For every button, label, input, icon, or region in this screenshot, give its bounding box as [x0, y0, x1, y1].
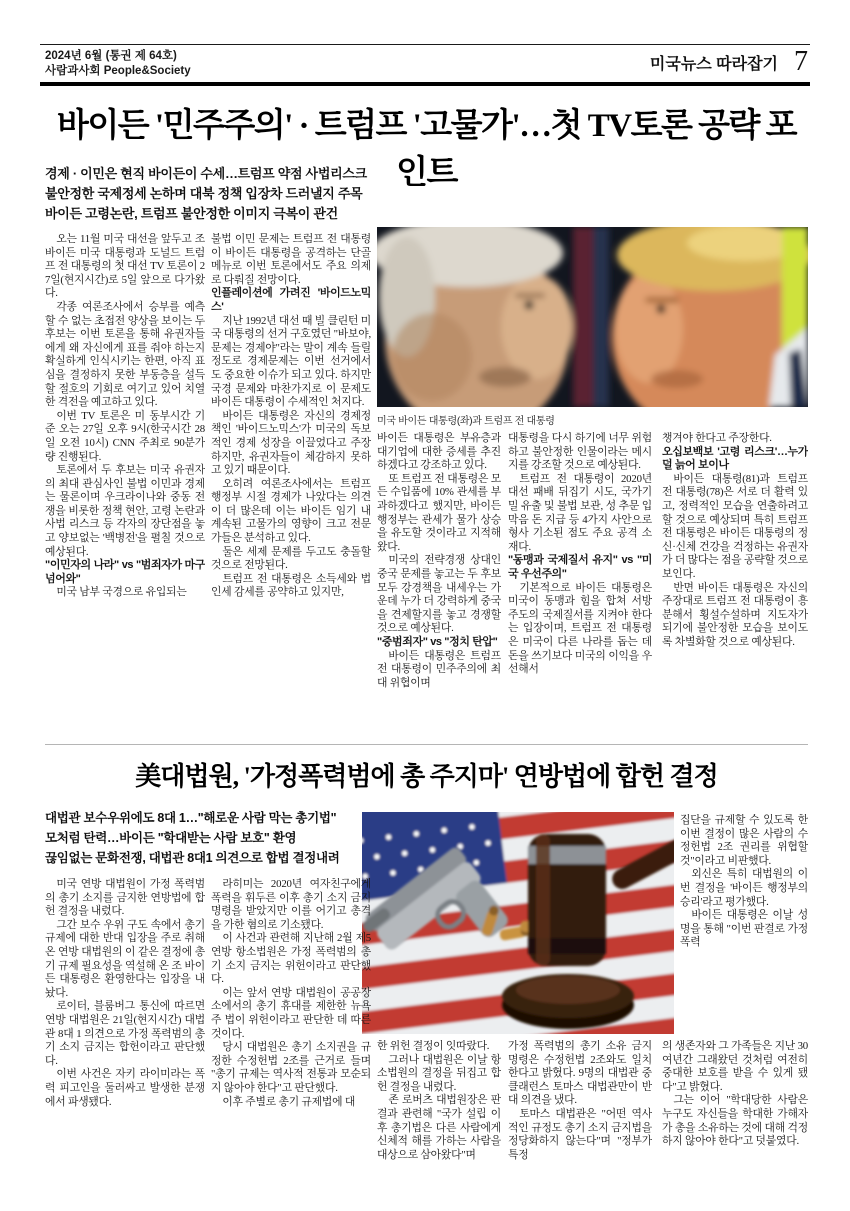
paragraph: 각종 여론조사에서 승부를 예측할 수 없는 초접전 양상을 보이는 두 후보는 이번 토론을 통해 유권자들에게 왜 자신에게 표를 줘야 하는지 확실하게 인식시키는 한편, 아직 표심을 결정하지 못한 부동층을 설득할 절호의 기회로 여기고 있어 치열한 격전을 예고하고 있다. — [45, 300, 205, 409]
subhead-line: 바이든 고령논란, 트럼프 불안정한 이미지 극복이 관건 — [45, 206, 338, 221]
paragraph: 이번 TV 토론은 미 동부시간 기준 오는 27일 오후 9시(한국시간 28일 오전 10시) CNN 주최로 90분가량 진행된다. — [45, 409, 205, 463]
crosshead: "중범죄자" vs "정치 탄압" — [377, 635, 498, 648]
paragraph: 그는 이어 "학대당한 사람은 누구도 자신들을 학대한 가해자가 총을 소유하는 것에 대해 걱정하지 않아야 한다"고 덧붙였다. — [662, 1094, 808, 1148]
subhead-line: 끊임없는 문화전쟁, 대법관 8대1 의견으로 합법 결정내려 — [45, 851, 340, 865]
paragraph: 불법 이민 문제는 트럼프 전 대통령이 바이든 대통령을 공격하는 단골 메뉴로 이번 토론에서도 주요 의제로 다뤄질 전망이다. — [211, 233, 371, 286]
paragraph: 가정 폭력범의 총기 소유 금지 명령은 수정헌법 2조와도 일치한다고 밝혔다. 9명의 대법관 중 클래런스 토마스 대법관만이 반대 의견을 냈다. — [508, 1040, 652, 1107]
article-divider — [45, 744, 808, 745]
article1-column-4 — [508, 432, 652, 738]
article1-column-2 — [211, 233, 371, 739]
paragraph: 트럼프 전 대통령이 2020년 대선 패배 뒤집기 시도, 국가기밀 유출 및 불법 보관, 성 추문 입막음 돈 지급 등 4가지 사안으로 형사 기소된 점도 주요 공격 소재다. — [508, 472, 652, 553]
subhead-line: 모처럼 탄력…바이든 "학대받는 사람 보호" 환영 — [45, 831, 297, 845]
paragraph: 이후 주별로 총기 규제법에 대 — [222, 1095, 356, 1108]
article2-column-5-bottom — [662, 1040, 808, 1170]
article1-column-1 — [45, 233, 205, 739]
paragraph: 외신은 특히 대법원의 이번 결정을 '바이든 행정부의 승리'라고 평가했다. — [680, 868, 808, 908]
article2-column-5-side — [680, 814, 808, 1038]
biden-trump-photo — [377, 227, 808, 407]
paragraph: 바이든 대통령은 자신의 경제정책인 '바이드노믹스'가 미국의 독보적인 경제 성장을 이끌었다고 주장하지만, 유권자들이 체감하지 못하고 있기 때문이다. — [211, 409, 371, 477]
gavel-flag-photo-graphic — [362, 812, 674, 1034]
paragraph: 그간 보수 우위 구도 속에서 총기 규제에 대한 반대 입장을 주로 취해온 연방 대법원의 이 같은 결정에 총기 규제 필요성을 역설해 온 조 바이든 대통령은 환영한다는 입장을 내놨다. — [45, 918, 205, 999]
paragraph: 이 사건과 관련해 지난해 2월 제5연방 항소법원은 가정 폭력범의 총기 소지 금지는 위헌이라고 판단했다. — [211, 932, 371, 986]
paragraph: 둘은 세제 문제를 두고도 충돌할 것으로 전망된다. — [211, 545, 371, 572]
paragraph: 챙겨야 한다고 주장한다. — [662, 432, 772, 444]
gavel-flag-photo — [362, 812, 674, 1034]
paragraph: 집단을 규제할 수 있도록 한 이번 결정이 많은 사람의 수정헌법 2조 권리를 위협할 것"이라고 비판했다. — [680, 814, 808, 867]
paragraph: 토론에서 두 후보는 미국 유권자의 최대 관심사인 불법 이민과 경제는 물론이며 우크라이나와 중동 전쟁을 비롯한 정책 현안, 고령 논란과 사법 리스크 등 각자의 장단점을 놓고 양보없는 '백병전'을 펼칠 것으로 예상된다. — [45, 464, 205, 558]
paragraph: 그러나 대법원은 이날 항소법원의 결정을 뒤집고 합헌 결정을 내렸다. — [377, 1053, 501, 1093]
article2-column-2 — [211, 878, 371, 1170]
subhead-line: 대법관 보수우위에도 8대 1…"해로운 사람 막는 총기법" — [45, 811, 337, 825]
article1-column-5 — [662, 432, 808, 738]
article2-column-4 — [508, 1040, 652, 1170]
paragraph: 미국 남부 국경으로 유입되는 — [56, 586, 187, 599]
masthead-left — [45, 49, 191, 79]
paragraph: 바이든 대통령은 트럼프 전 대통령이 민주주의에 최대 위협이며 — [377, 649, 501, 689]
paragraph: 오는 11월 미국 대선을 앞두고 조 바이든 미국 대통령과 도널드 트럼프 전 대통령의 첫 대선 TV 토론이 27일(현지시간)로 5일 앞으로 다가왔다. — [45, 233, 205, 300]
paragraph: 바이든 대통령은 부유층과 대기업에 대한 증세를 추진하겠다고 강조하고 있다. — [377, 432, 501, 472]
article1-headline: 바이든 '민주주의' · 트럼프 '고물가'…첫 TV토론 공략 포인트 — [57, 108, 796, 191]
flag-backdrop — [573, 227, 609, 407]
masthead-right — [650, 46, 808, 78]
crosshead: 인플레이션에 가려진 '바이드노믹스' — [211, 287, 371, 313]
paragraph: 이는 앞서 연방 대법원이 공공장소에서의 총기 휴대를 제한한 뉴욕주 법이 위헌이라고 판단한 데 따른 것이다. — [211, 986, 371, 1040]
crosshead: "이민자의 나라" vs "범죄자가 마구 넘어와" — [45, 559, 205, 585]
masthead-top-rule — [40, 44, 810, 45]
publication-name: 사람과사회 People&Society — [45, 65, 191, 77]
paragraph: 기본적으로 바이든 대통령은 미국이 동맹과 힘을 합쳐 서방 주도의 국제질서를 지켜야 한다는 입장이며, 트럼프 전 대통령은 미국이 다른 나라를 돕는 데 돈을 쓰기보다 미국의 이익을 우선해서 — [508, 581, 652, 676]
article1-photo-caption: 미국 바이든 대통령(좌)과 트럼프 전 대통령 — [377, 416, 555, 427]
article2-column-3 — [377, 1040, 501, 1170]
paragraph: 반면 바이든 대통령은 자신의 주장대로 트럼프 전 대통령이 흥분해서 횡설수설하며 지도자가 되기에 불안정한 모습을 보이도록 차별화할 것으로 예상된다. — [662, 581, 808, 648]
crosshead: 오십보백보 '고령 리스크'…누가 덜 늙어 보이나 — [662, 445, 808, 472]
article2-headline: 美대법원, '가정폭력범에 총 주지마' 연방법에 합헌 결정 — [135, 762, 718, 791]
paragraph: 이번 사건은 자키 라이미라는 폭력 피고인을 둘러싸고 발생한 분쟁에서 파생됐다. — [45, 1068, 205, 1108]
paragraph: 또 트럼프 전 대통령은 모든 수입품에 10% 관세를 부과하겠다고 했지만, 바이든 행정부는 관세가 물가 상승을 유도할 것이라고 지적해왔다. — [377, 472, 501, 553]
subhead-line: 불안정한 국제정세 논하며 대북 정책 입장차 드러낼지 주목 — [45, 186, 363, 201]
subhead-line: 경제 · 이민은 현직 바이든이 수세…트럼프 약점 사법리스크 — [45, 166, 367, 181]
paragraph: 지난 1992년 대선 때 빌 클린턴 미국 대통령의 선거 구호였던 "바보야, 문제는 경제야"라는 말이 계속 들릴 정도로 경제문제는 이번 선거에서도 중요한 이슈가 되고 있다. 하지만 국경 문제와 마찬가지로 이 문제도 바이든 대통령이 수세적인 처지다. — [211, 314, 371, 409]
masthead-bottom-rule — [40, 82, 810, 86]
article2-subhead — [45, 808, 365, 868]
paragraph: 당시 대법원은 총기 소지권을 규정한 수정헌법 2조를 근거로 들며 "총기 규제는 역사적 전통과 모순되지 않아야 한다"고 판단했다. — [211, 1041, 371, 1094]
paragraph: 바이든 대통령은 이날 성명을 통해 "이번 판결로 가정 폭력 — [680, 909, 808, 949]
crosshead: "동맹과 국제질서 유지" vs "미국 우선주의" — [508, 554, 652, 580]
paragraph: 트럼프 전 대통령은 소득세와 법인세 감세를 공약하고 있지만, — [211, 572, 371, 599]
section-title: 미국뉴스 따라잡기 — [649, 55, 778, 73]
paragraph: 한 위헌 결정이 잇따랐다. — [377, 1040, 490, 1052]
paragraph: 라히미는 2020년 여자친구에게 폭력을 휘두른 이후 총기 소지 금지 명령을 받았지만 이를 어기고 총격을 가한 혐의로 기소됐다. — [211, 878, 371, 931]
biden-portrait — [377, 227, 573, 407]
article1-column-3 — [377, 432, 501, 738]
article2-column-1 — [45, 878, 205, 1170]
paragraph: 대통령을 다시 하기에 너무 위험하고 불안정한 인물이라는 메시지를 강조할 것으로 예상된다. — [508, 432, 652, 472]
paragraph: 미국 연방 대법원이 가정 폭력범의 총기 소지를 금지한 연방법에 합헌 결정을 내렸다. — [45, 878, 205, 918]
page-number: 7 — [794, 46, 808, 77]
issue-line: 2024년 6월 (통권 제 64호) — [45, 50, 177, 62]
paragraph: 로이터, 블룸버그 통신에 따르면 연방 대법원은 21일(현지시간) 대법관 8대 1 의견으로 가정 폭력범의 총기 소지 금지는 합헌이라고 판단했다. — [45, 1000, 205, 1067]
paragraph: 바이든 대통령(81)과 트럼프 전 대통령(78)은 서로 더 활력 있고, 정력적인 모습을 연출하려고 할 것으로 예상되며 특히 트럼프 전 대통령은 바이든 대통령의 정신·신체 건강을 걱정하는 유권자가 더 많다는 점을 공략할 것으로 보인다. — [662, 472, 808, 580]
paragraph: 의 생존자와 그 가족들은 지난 30여년간 그래왔던 것처럼 여전히 중대한 보호를 받을 수 있게 됐다"고 밝혔다. — [662, 1040, 808, 1093]
paragraph: 오히려 여론조사에서는 트럼프 행정부 시절 경제가 나았다는 의견이 더 많은데 이는 바이든 임기 내 계속된 고물가의 영향이 크고 전문가들은 분석하고 있다. — [211, 477, 371, 545]
paragraph: 존 로버츠 대법원장은 판결과 관련해 "국가 설립 이후 총기법은 다른 사람에게 신체적 해를 가하는 사람을 대상으로 삼아왔다"며 — [377, 1094, 501, 1161]
paragraph: 토마스 대법관은 "어떤 역사적인 규정도 총기 소지 금지법을 정당화하지 않는다"며 "정부가 특정 — [508, 1107, 652, 1161]
paragraph: 미국의 전략경쟁 상대인 중국 문제를 놓고는 두 후보 모두 강경책을 내세우는 가운데 누가 더 강력하게 중국을 견제할지를 놓고 경쟁할 것으로 예상된다. — [377, 554, 501, 635]
biden-trump-photo-graphic — [377, 227, 808, 407]
article1-subhead — [45, 164, 380, 224]
